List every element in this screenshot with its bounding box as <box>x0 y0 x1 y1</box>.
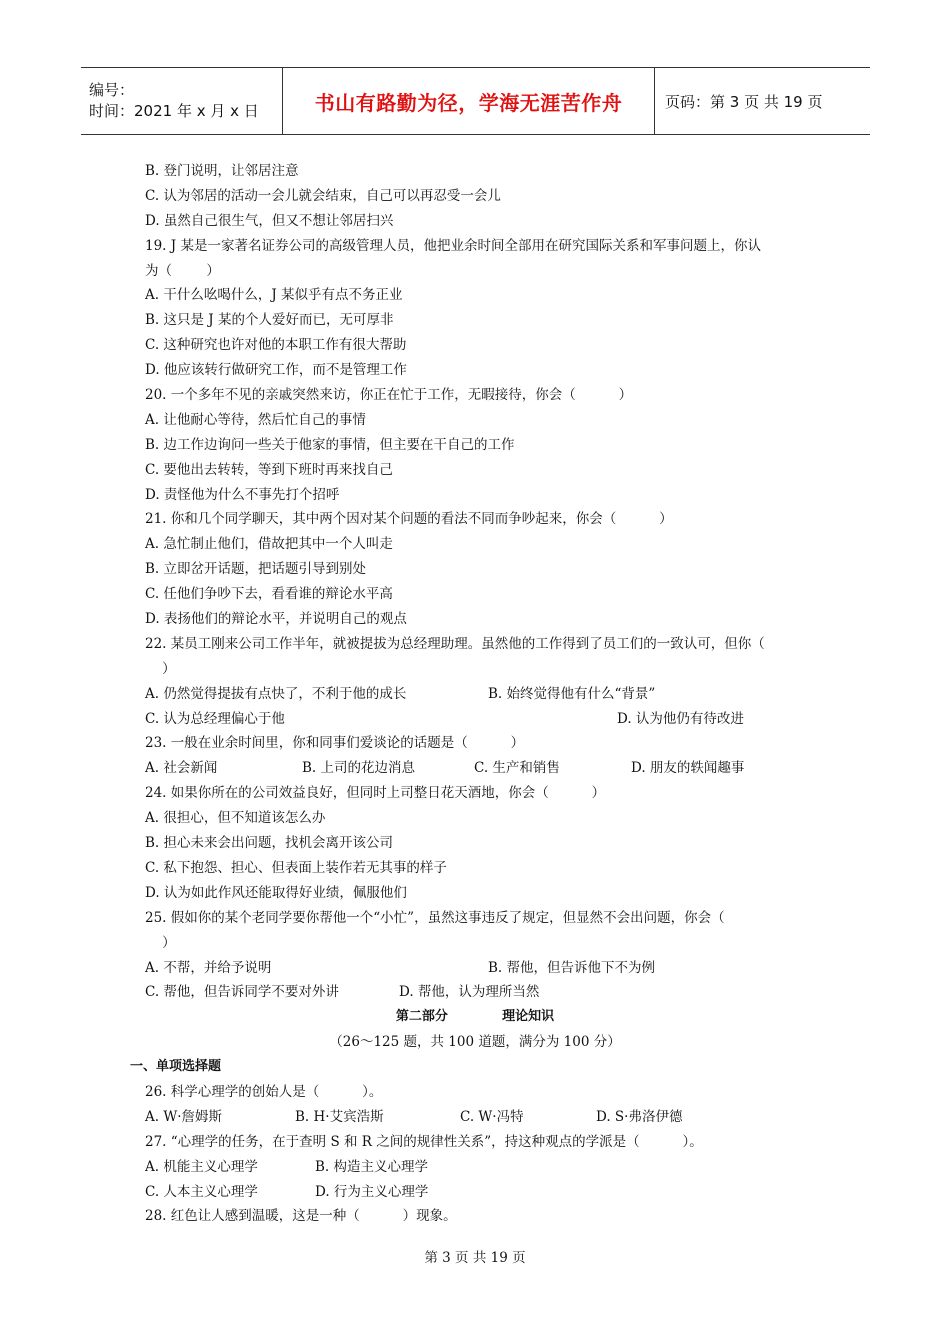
question-23: 23. 一般在业余时间里，你和同事们爱谈论的话题是（ ） <box>145 735 525 752</box>
option-b: B. H·艾宾浩斯 <box>295 1108 384 1125</box>
option-line: C. 认为邻居的活动一会儿就会结束，自己可以再忍受一会儿 <box>145 187 501 204</box>
section-subtitle: （26～125 题，共 100 道题，满分为 100 分） <box>329 1034 621 1051</box>
option-line: D. 责怪他为什么不事先打个招呼 <box>145 486 340 503</box>
document-number-label: 编号： <box>89 81 135 99</box>
question-28: 28. 红色让人感到温暖，这是一种（ ）现象。 <box>145 1208 457 1225</box>
option-line: B. 担心未来会出问题，找机会离开该公司 <box>145 835 394 852</box>
option-line: A. 干什么吆喝什么，J 某似乎有点不务正业 <box>145 287 403 304</box>
question-27: 27. “心理学的任务，在于查明 S 和 R 之间的规律性关系”，持这种观点的学派是（ ）。 <box>145 1133 703 1150</box>
section-title: 第二部分 理论知识 <box>395 1009 555 1025</box>
option-row <box>145 756 805 781</box>
option-line: C. 私下抱怨、担心、但表面上装作若无其事的样子 <box>145 859 447 876</box>
option-line: C. 任他们争吵下去，看看谁的辩论水平高 <box>145 586 393 603</box>
subsection-heading: 一、单项选择题 <box>130 1059 222 1075</box>
option-line: B. 这只是 J 某的个人爱好而已，无可厚非 <box>145 312 394 329</box>
option-line: D. 认为如此作风还能取得好业绩，佩服他们 <box>145 884 407 901</box>
option-c: C. 生产和销售 <box>474 760 560 777</box>
option-a: A. 社会新闻 <box>145 760 218 777</box>
option-b: B. 始终觉得他有什么“背景” <box>488 685 656 702</box>
question-25: 25. 假如你的某个老同学要你帮他一个“小忙”，虽然这事违反了规定，但显然不会出问题，你会（ <box>145 909 725 926</box>
option-line: D. 表扬他们的辩论水平，并说明自己的观点 <box>145 611 407 628</box>
option-row <box>145 1155 805 1180</box>
option-row <box>145 956 805 981</box>
option-a: A. W·詹姆斯 <box>145 1108 222 1125</box>
option-line: A. 让他耐心等待，然后忙自己的事情 <box>145 411 366 428</box>
option-row <box>145 682 805 707</box>
question-19: 19. J 某是一家著名证券公司的高级管理人员，他把业余时间全部用在研究国际关系和军事问题上，你认 <box>145 237 761 254</box>
option-d: D. 行为主义心理学 <box>315 1183 429 1200</box>
option-line: B. 登门说明，让邻居注意 <box>145 163 299 179</box>
option-c: C. W·冯特 <box>460 1108 524 1125</box>
question-22-continued: ） <box>145 660 176 677</box>
option-row <box>145 1105 805 1130</box>
option-row <box>145 707 805 732</box>
option-b: B. 上司的花边消息 <box>302 760 416 777</box>
option-a: A. 仍然觉得提拔有点快了，不利于他的成长 <box>145 685 407 702</box>
header-page-number: 页码：第 3 页 共 19 页 <box>665 92 823 111</box>
option-line: C. 这种研究也许对他的本职工作有很大帮助 <box>145 337 407 354</box>
option-line: C. 要他出去转转，等到下班时再来找自己 <box>145 461 393 478</box>
option-line: C. 帮他，但告诉同学不要对外讲 D. 帮他，认为理所当然 <box>145 984 540 1001</box>
question-25-continued: ） <box>145 934 176 951</box>
option-line: B. 立即岔开话题，把话题引导到别处 <box>145 561 367 578</box>
question-26: 26. 科学心理学的创始人是（ ）。 <box>145 1083 383 1100</box>
page-footer: 第 3 页 共 19 页 <box>424 1250 526 1266</box>
option-d: D. 认为他仍有待改进 <box>617 710 744 727</box>
header-motto: 书山有路勤为径，学海无涯苦作舟 <box>314 90 623 115</box>
option-line: A. 急忙制止他们，借故把其中一个人叫走 <box>145 536 393 553</box>
option-line: D. 虽然自己很生气，但又不想让邻居扫兴 <box>145 212 394 229</box>
option-c: C. 人本主义心理学 <box>145 1183 258 1200</box>
option-line: D. 他应该转行做研究工作，而不是管理工作 <box>145 362 407 379</box>
document-date-label: 时间：2021 年 x 月 x 日 <box>89 102 259 120</box>
option-d: D. 朋友的轶闻趣事 <box>631 760 745 777</box>
header-info-cell <box>81 68 283 134</box>
header-page-cell <box>655 68 870 134</box>
option-line: B. 边工作边询问一些关于他家的事情，但主要在干自己的工作 <box>145 436 515 453</box>
option-b: B. 帮他，但告诉他下不为例 <box>488 959 656 976</box>
question-24: 24. 如果你所在的公司效益良好，但同时上司整日花天酒地，你会（ ） <box>145 785 606 802</box>
header-motto-cell <box>283 68 655 134</box>
option-d: D. S·弗洛伊德 <box>596 1108 683 1125</box>
option-c: C. 认为总经理偏心于他 <box>145 710 285 727</box>
question-21: 21. 你和几个同学聊天，其中两个因对某个问题的看法不同而争吵起来，你会（ ） <box>145 511 673 528</box>
option-line: A. 很担心，但不知道该怎么办 <box>145 810 326 827</box>
document-body <box>130 159 805 1229</box>
question-22: 22. 某员工刚来公司工作半年，就被提拔为总经理助理。虽然他的工作得到了员工们的一致认可，但你（ <box>145 635 765 652</box>
page-header <box>81 67 870 135</box>
option-row <box>145 1180 805 1205</box>
option-a: A. 机能主义心理学 <box>145 1158 258 1175</box>
question-19-continued: 为（ ） <box>145 262 220 279</box>
option-b: B. 构造主义心理学 <box>315 1158 429 1175</box>
option-a: A. 不帮，并给予说明 <box>145 959 272 976</box>
question-20: 20. 一个多年不见的亲戚突然来访，你正在忙于工作，无暇接待，你会（ ） <box>145 387 633 404</box>
